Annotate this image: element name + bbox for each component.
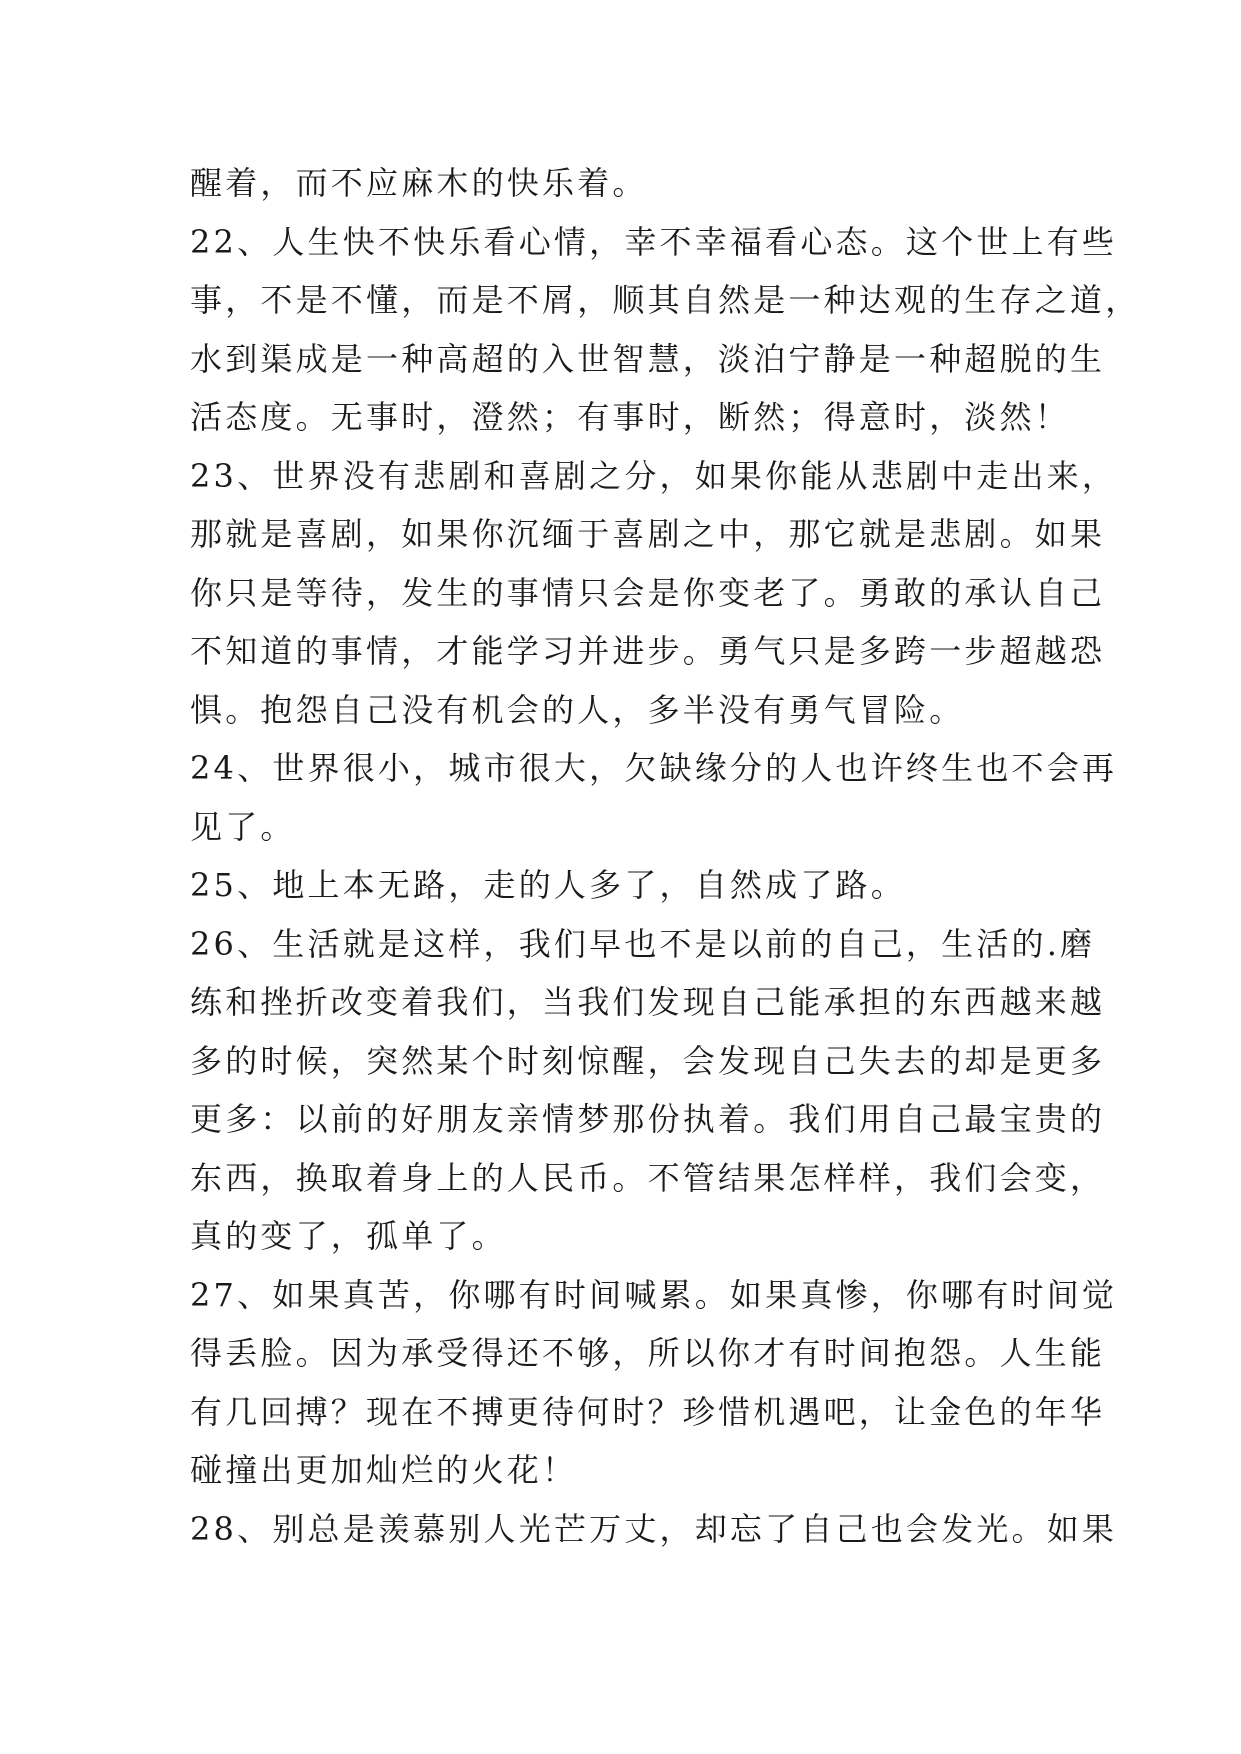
text-line: 事，不是不懂，而是不屑，顺其自然是一种达观的生存之道，	[190, 281, 1141, 319]
text-line: 22、人生快不快乐看心情，幸不幸福看心态。这个世上有些	[190, 222, 1118, 261]
text-line: 27、如果真苦，你哪有时间喊累。如果真惨，你哪有时间觉	[190, 1275, 1118, 1314]
text-line: 碰撞出更加灿烂的火花！	[190, 1451, 578, 1489]
text-line: 真的变了，孤单了。	[190, 1217, 507, 1255]
text-line: 有几回搏？现在不搏更待何时？珍惜机遇吧，让金色的年华	[190, 1392, 1106, 1431]
text-line: 惧。抱怨自己没有机会的人，多半没有勇气冒险。	[190, 690, 965, 729]
document-body-text	[190, 154, 1141, 1558]
text-line: 活态度。无事时，澄然；有事时，断然；得意时，淡然！	[190, 398, 1071, 436]
text-line: 醒着，而不应麻木的快乐着。	[190, 164, 648, 202]
text-line: 你只是等待，发生的事情只会是你变老了。勇敢的承认自己	[190, 573, 1106, 612]
text-line: 得丢脸。因为承受得还不够，所以你才有时间抱怨。人生能	[190, 1334, 1106, 1372]
text-line: 23、世界没有悲剧和喜剧之分，如果你能从悲剧中走出来，	[190, 456, 1118, 495]
text-line: 见了。	[190, 807, 296, 846]
text-line: 26、生活就是这样，我们早也不是以前的自己，生活的.磨	[190, 924, 1096, 963]
text-line: 24、世界很小，城市很大，欠缺缘分的人也许终生也不会再	[190, 749, 1118, 787]
text-line: 更多：以前的好朋友亲情梦那份执着。我们用自己最宝贵的	[190, 1100, 1106, 1138]
text-line: 28、别总是羡慕别人光芒万丈，却忘了自己也会发光。如果	[190, 1509, 1118, 1548]
text-line: 东西，换取着身上的人民币。不管结果怎样样，我们会变，	[190, 1158, 1106, 1197]
text-line: 水到渠成是一种高超的入世智慧，淡泊宁静是一种超脱的生	[190, 339, 1106, 378]
text-line: 25、地上本无路，走的人多了，自然成了路。	[190, 866, 906, 904]
text-line: 那就是喜剧，如果你沉缅于喜剧之中，那它就是悲剧。如果	[190, 515, 1106, 553]
text-line: 练和挫折改变着我们，当我们发现自己能承担的东西越来越	[190, 983, 1106, 1021]
text-line: 多的时候，突然某个时刻惊醒，会发现自己失去的却是更多	[190, 1041, 1106, 1080]
text-line: 不知道的事情，才能学习并进步。勇气只是多跨一步超越恐	[190, 632, 1106, 670]
